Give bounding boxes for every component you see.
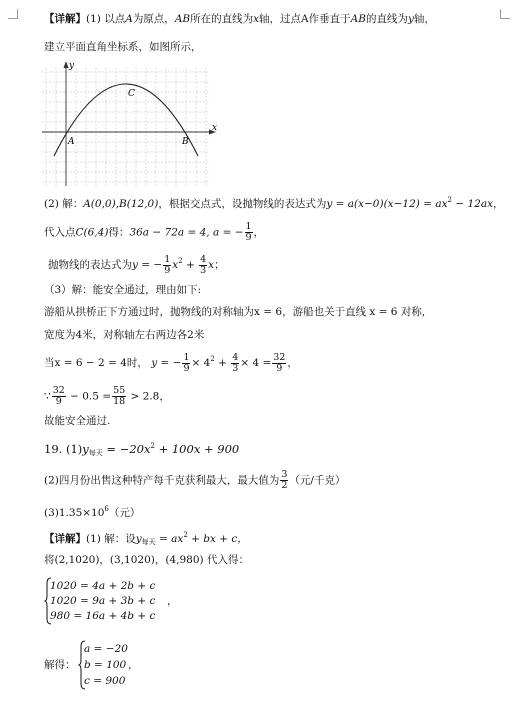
- denominator: 3: [200, 264, 207, 276]
- q19-answer-2: [44, 470, 345, 491]
- solution-system: [78, 640, 158, 690]
- math-expression: − 0.5 =: [66, 390, 112, 403]
- denominator: 2: [281, 480, 288, 491]
- numerator: 55: [113, 385, 126, 396]
- solution-row: c = 900: [84, 675, 126, 687]
- numerator: 1: [245, 221, 252, 232]
- text: 为原点，: [132, 13, 175, 25]
- fraction: [245, 222, 253, 243]
- denominator: 9: [164, 264, 171, 276]
- denominator: 18: [113, 396, 126, 407]
- punct: ，: [253, 226, 265, 239]
- detail-tag: 【详解】: [44, 533, 86, 545]
- math-expression: 36a − 72a = 4, a = −: [129, 226, 244, 239]
- detail-paragraph-1: [44, 12, 435, 26]
- text: (2) 解：: [44, 198, 84, 210]
- math-var: y: [135, 533, 142, 545]
- math-var: x: [253, 13, 260, 25]
- math-var: A: [125, 13, 133, 25]
- math-var: AB: [174, 13, 191, 25]
- detail-tag: 【详解】: [44, 13, 86, 25]
- punct: ；: [214, 259, 225, 271]
- solution-row: a = −20: [84, 643, 128, 655]
- numerator: 1: [164, 253, 171, 265]
- text: 代入点: [44, 226, 76, 239]
- punct: ，: [287, 357, 298, 369]
- text: 以点: [104, 13, 126, 25]
- part-3-line-1: 游船从拱桥正下方通过时，抛物线的对称轴为x = 6，游船也关于直线 x = 6 对称,: [44, 306, 426, 318]
- because-symbol: ∵: [44, 390, 51, 403]
- equation-system-1: [44, 577, 184, 625]
- y-axis-label: y: [69, 61, 75, 71]
- page-corner-mark-left: [8, 9, 18, 19]
- operator: +: [182, 259, 199, 271]
- math-expression: > 2.8，: [127, 390, 170, 403]
- math-expression: y = −: [151, 357, 182, 369]
- exponent: 2: [447, 196, 452, 204]
- text: 轴，: [413, 13, 435, 25]
- denominator: 9: [55, 396, 62, 407]
- part-3-calc-line: [44, 352, 298, 374]
- numerator: 1: [183, 351, 190, 363]
- unit: （元/千克）: [289, 474, 346, 487]
- math-expression: = ax: [155, 533, 184, 545]
- fraction: [199, 255, 207, 276]
- part-2-line: [44, 193, 504, 211]
- fraction: [163, 255, 171, 276]
- exponent: 2: [210, 355, 215, 363]
- part-3-compare-line: [44, 386, 170, 407]
- part-3-line-2: 宽度为4米，对称轴左右两边各2米: [44, 329, 205, 341]
- x-axis-label: x: [212, 123, 218, 133]
- text: ，根据交点式，设抛物线的表达式为: [158, 198, 327, 210]
- point-label-c: C: [128, 89, 135, 99]
- math-expression: = −20x: [102, 442, 151, 456]
- denominator: 9: [276, 362, 283, 374]
- solve-label: 解得：: [44, 659, 76, 671]
- math-expression: − 12ax: [451, 198, 493, 210]
- point-label-a: A: [68, 137, 75, 147]
- operator: +: [214, 357, 231, 369]
- part-2-substitute-line: [44, 222, 264, 243]
- text: 得：: [108, 226, 130, 239]
- punct: ，: [128, 659, 139, 671]
- part-number: (1): [65, 442, 83, 456]
- denominator: 3: [232, 362, 239, 374]
- part-number: (1): [86, 13, 105, 25]
- fraction: [272, 353, 286, 374]
- punct: ，: [167, 595, 178, 607]
- exponent: 2: [183, 531, 188, 539]
- conclusion-line: 故能安全通过.: [44, 415, 111, 427]
- y-axis-arrow: [64, 61, 69, 68]
- grid: [42, 68, 210, 186]
- math-expression: y = a(x−0)(x−12) = ax: [326, 198, 448, 210]
- numerator: 4: [232, 351, 239, 363]
- fraction: [280, 470, 288, 491]
- solution-row: b = 100: [84, 659, 127, 671]
- exponent: 2: [150, 442, 155, 450]
- equation-row: 1020 = 4a + 2b + c: [50, 580, 156, 592]
- point-label-b: B: [182, 137, 189, 147]
- numerator: 4: [200, 253, 207, 265]
- q19-answer-3: [44, 502, 140, 520]
- parabola-expression-line: [48, 254, 225, 276]
- math-points: A(0,0),B(12,0): [83, 198, 159, 210]
- equation-row: 1020 = 9a + 3b + c: [50, 595, 156, 607]
- numerator: 3: [281, 469, 288, 480]
- math-expression: × 4 =: [240, 357, 272, 369]
- math-expression: × 4: [191, 357, 211, 369]
- page-corner-mark-right: [500, 9, 510, 19]
- part-3-heading: （3）解：能安全通过，理由如下:: [44, 284, 202, 296]
- denominator: 9: [183, 362, 190, 374]
- detail-paragraph-1b: 建立平面直角坐标系，如图所示，: [44, 41, 202, 53]
- equation-row: 980 = 16a + 4b + c: [50, 610, 156, 622]
- text: 所在的直线为: [190, 13, 254, 25]
- q19-answer-1: [44, 439, 239, 460]
- text: (1) 解：设: [86, 533, 136, 545]
- subscript: 每天: [88, 449, 103, 457]
- text: (2)四月份出售这种特产每千克获利最大，最大值为: [44, 474, 280, 487]
- unit: （元）: [108, 507, 141, 519]
- question-number: 19.: [44, 442, 63, 456]
- fraction: [182, 353, 190, 374]
- math-var: x: [172, 259, 179, 271]
- math-expression: (3)1.35×10: [44, 507, 105, 519]
- exponent: 6: [104, 505, 109, 513]
- punct: ，: [493, 198, 504, 210]
- exponent: 2: [178, 257, 183, 265]
- math-var: AB: [350, 13, 366, 25]
- q19-substitute-line: 将(2,1020)，(3,1020)，(4,980) 代入得：: [44, 554, 249, 566]
- math-var: x: [208, 259, 215, 271]
- math-expression: + 100x + 900: [154, 442, 240, 456]
- math-point: C(6,4): [75, 226, 109, 239]
- math-expression: + bx + c，: [187, 533, 248, 545]
- denominator: 9: [245, 232, 252, 243]
- numerator: 32: [273, 351, 286, 363]
- math-var: y: [82, 442, 89, 456]
- subscript: 每天: [141, 538, 156, 546]
- q19-detail-line: [44, 528, 248, 549]
- math-var: y: [407, 13, 414, 25]
- fraction: [231, 353, 239, 374]
- text: 的直线为: [365, 13, 408, 25]
- math-expression: y = −: [132, 259, 163, 271]
- parabola-graph: [40, 58, 220, 198]
- fraction: [112, 386, 126, 407]
- text: 抛物线的表达式为: [48, 259, 132, 271]
- fraction: [52, 386, 66, 407]
- text: 轴，过点A作垂直于: [259, 13, 351, 25]
- text: 当x = 6 − 2 = 4时，: [44, 357, 148, 369]
- numerator: 32: [52, 385, 65, 396]
